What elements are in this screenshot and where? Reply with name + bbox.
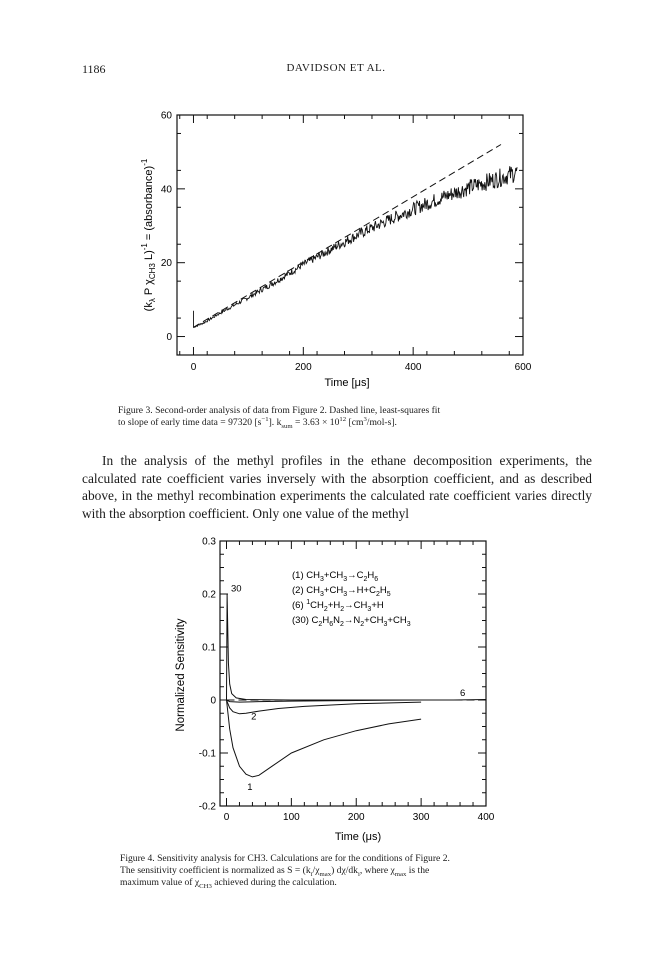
legend-text: + — [387, 615, 393, 626]
legend-entry — [292, 570, 378, 583]
ylabel-part: -1 — [140, 243, 149, 251]
legend-text: 3 — [343, 576, 348, 583]
caption-sup: 12 — [339, 415, 347, 423]
x-tick-label: 400 — [477, 812, 495, 823]
legend-text: 3 — [320, 591, 324, 598]
x-tick-label: 100 — [283, 812, 300, 823]
running-head: DAVIDSON ET AL. — [286, 62, 386, 74]
caption-text: , where χ — [359, 865, 395, 876]
caption-text: /χ — [312, 865, 320, 876]
legend-text: + — [327, 600, 334, 611]
legend-text: → — [343, 615, 354, 626]
caption-sup: −1 — [261, 415, 269, 423]
legend-text: C — [329, 585, 337, 596]
y-tick-label: 0.2 — [202, 589, 216, 601]
x-tick-label: 600 — [514, 362, 532, 373]
legend-text: C — [310, 600, 318, 611]
legend-text: H — [336, 585, 344, 596]
legend-text: C — [306, 570, 314, 581]
legend-text: 2 — [318, 621, 323, 628]
legend-text: 2 — [360, 621, 365, 628]
figure-4-legend — [292, 570, 411, 628]
legend-entry — [292, 615, 411, 628]
legend-text: H — [376, 600, 384, 611]
caption-text: maximum value of χ — [120, 877, 200, 888]
y-tick-label: 0 — [210, 695, 216, 707]
legend-text: 2 — [323, 606, 328, 613]
legend-text: + — [364, 615, 370, 626]
caption-text: Second-order analysis of data from Figure 2. Dashed line, least-squares fit — [155, 405, 441, 416]
caption-sub: CH3 — [199, 882, 212, 890]
caption-label: Figure 4. — [120, 853, 155, 864]
legend-text: 2 — [375, 591, 380, 598]
ylabel-part: (k — [143, 302, 155, 312]
legend-text: → — [344, 600, 354, 611]
legend-text: N — [333, 615, 340, 626]
caption-sup: 3 — [363, 415, 367, 423]
caption-text: to slope of early time data = 97320 [s — [118, 417, 262, 428]
caption-text: achieved during the calculation. — [211, 877, 337, 888]
caption-text: ]. k — [268, 417, 282, 428]
x-tick-label: 200 — [294, 362, 312, 373]
legend-text: + — [363, 585, 370, 596]
legend-text: 6 — [329, 621, 334, 628]
caption-text: The sensitivity coefficient is normalized as S = (k — [120, 865, 311, 876]
y-tick-label: 20 — [160, 258, 172, 270]
y-tick-label: -0.2 — [198, 801, 216, 813]
curve-label-1: 1 — [247, 782, 253, 794]
figure-4-xlabel: Time (μs) — [334, 831, 382, 843]
y-tick-label: 60 — [160, 110, 172, 122]
ylabel-part: = (absorbance) — [143, 165, 155, 244]
figure-3-xlabel: Time [μs] — [324, 377, 370, 389]
legend-text: 2 — [339, 621, 344, 628]
legend-text: H — [367, 570, 375, 581]
legend-text: H — [399, 615, 407, 626]
caption-sub: i — [310, 870, 313, 878]
legend-text: H — [356, 585, 364, 596]
legend-text: H — [333, 600, 341, 611]
curve-label-30: 30 — [231, 583, 242, 595]
ylabel-part: -1 — [140, 158, 149, 166]
legend-entry — [292, 599, 384, 613]
ylabel-part: CH3 — [148, 263, 157, 280]
y-tick-label: -0.1 — [198, 748, 216, 760]
caption-text: Sensitivity analysis for CH3. Calculations are for the conditions of Figure 2. — [157, 853, 450, 864]
legend-text: C — [329, 570, 337, 581]
ylabel-part: λ — [148, 298, 157, 303]
legend-text: C — [306, 585, 314, 596]
legend-text: → — [347, 570, 357, 581]
curve-label-6: 6 — [460, 687, 466, 699]
legend-text: 1 — [306, 599, 311, 606]
legend-text: → — [347, 585, 357, 596]
x-tick-label: 0 — [223, 812, 230, 823]
caption-sub: max — [394, 870, 407, 878]
legend-text: H — [313, 585, 320, 596]
legend-text: H — [379, 585, 387, 596]
caption-text: is the — [406, 865, 430, 876]
legend-text: H — [360, 600, 368, 611]
legend-text: H — [317, 600, 324, 611]
x-tick-label: 300 — [412, 812, 430, 823]
legend-text: H — [376, 615, 384, 626]
legend-text: 5 — [386, 591, 391, 598]
y-tick-label: 0 — [166, 332, 172, 344]
legend-text: C — [369, 615, 377, 626]
figure-4-caption — [120, 853, 580, 889]
legend-text: H — [313, 570, 320, 581]
legend-text: H — [322, 615, 330, 626]
y-tick-label: 0.3 — [202, 536, 216, 548]
legend-number: (2) — [292, 585, 307, 596]
x-tick-label: 0 — [190, 362, 197, 373]
legend-number: (6) — [292, 600, 307, 611]
legend-number: (1) — [292, 570, 307, 581]
legend-text: + — [323, 570, 330, 581]
legend-text: 6 — [374, 576, 379, 583]
figure-4-ylabel: Normalized Sensitivity — [175, 618, 187, 732]
legend-text: C — [353, 600, 361, 611]
legend-text: 2 — [363, 576, 368, 583]
ylabel-part: L) — [143, 250, 155, 264]
legend-text: + — [371, 600, 377, 611]
legend-text: 3 — [406, 621, 411, 628]
legend-text: 3 — [367, 606, 372, 613]
legend-text: C — [311, 615, 319, 626]
caption-text: /mol-s]. — [366, 417, 397, 428]
legend-text: 3 — [343, 591, 348, 598]
ylabel-part: P χ — [143, 279, 155, 299]
x-tick-label: 400 — [404, 362, 422, 373]
caption-text: = 3.63 × 10 — [292, 417, 340, 428]
legend-text: + — [323, 585, 330, 596]
caption-sub: sum — [281, 422, 293, 430]
y-tick-label: 0.1 — [202, 642, 216, 654]
caption-text: [cm — [346, 417, 364, 428]
x-tick-label: 200 — [347, 812, 365, 823]
legend-entry — [292, 585, 391, 598]
legend-text: H — [336, 570, 344, 581]
legend-text: 3 — [383, 621, 388, 628]
caption-label: Figure 3. — [118, 405, 153, 416]
body-paragraph: In the analysis of the methyl profiles in the ethane decomposition experiments, the calculated rate coefficient varies inversely with the absorption coefficient, and as described above, in the methyl recombination experiments the calculated rate coefficient varies directly with the absorption coefficient. Only one value of the methyl — [82, 453, 592, 521]
legend-text: N — [353, 615, 361, 626]
legend-text: 3 — [320, 576, 324, 583]
legend-text: C — [356, 570, 364, 581]
legend-text: 2 — [340, 606, 345, 613]
caption-sub: i — [357, 870, 360, 878]
curve-label-2: 2 — [251, 711, 257, 723]
caption-sub: max — [319, 870, 332, 878]
page-number: 1186 — [82, 62, 106, 76]
legend-number: (30) — [292, 615, 312, 626]
caption-text: ) dχ/dk — [331, 865, 358, 876]
y-tick-label: 40 — [160, 184, 172, 196]
legend-text: C — [392, 615, 400, 626]
legend-text: C — [369, 585, 376, 596]
